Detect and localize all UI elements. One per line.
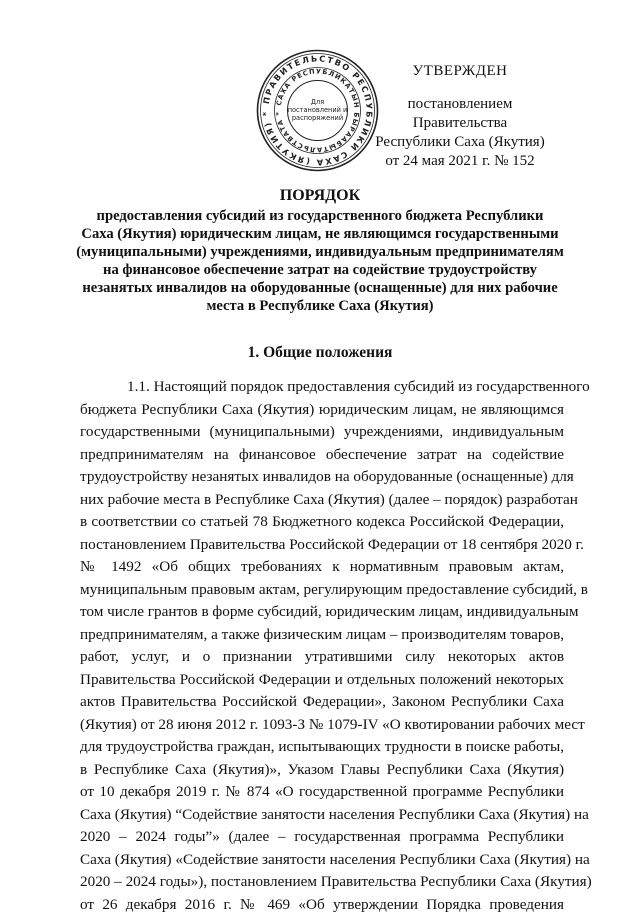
seal-inner-text: САХА РЕСПУБЛИКАТЫН БЫРААБЫТАЛЬСТВАТА * [274,67,360,153]
paragraph-line: 2020 – 2024 годы”» (далее – государственная программа Республики [80,826,564,849]
paragraph-line: муниципальным правовым актам, регулирующим предоставление субсидий, в [80,579,564,602]
paragraph-line: постановлением Правительства Российской Федерации от 18 сентября 2020 г. [80,534,564,557]
paragraph-line: предпринимателям на финансовое обеспечение затрат на содействие [80,444,564,467]
paragraph-line: № 1492 «Об общих требованиях к нормативным правовым актам, [80,556,564,579]
title-line: (муниципальными) учреждениями, индивидуальным предпринимателям [70,243,570,261]
approval-line: Республики Саха (Якутия) [360,133,560,152]
paragraph-line: Саха (Якутия) «Содействие занятости населения Республики Саха (Якутия) на [80,849,564,872]
paragraph-line: том числе грантов в форме субсидий, юридическим лицам, индивидуальным [80,601,564,624]
paragraph-line: от 10 декабря 2019 г. № 874 «О государственной программе Республики [80,781,564,804]
paragraph-line: Саха (Якутия) “Содействие занятости населения Республики Саха (Якутия) на [80,804,564,827]
seal-outer-text: ПРАВИТЕЛЬСТВО РЕСПУБЛИКИ САХА (ЯКУТИЯ) * [260,53,374,167]
title-line: на финансовое обеспечение затрат на содействие трудоустройству [70,261,570,279]
approval-block [360,62,560,171]
approval-title: УТВЕРЖДЕН [360,62,560,81]
paragraph-line: в Республике Саха (Якутия)», Указом Главы Республики Саха (Якутия) [80,759,564,782]
paragraph-line: работ, услуг, и о признании утратившими силу некоторых актов [80,646,564,669]
paragraph-line: актов Правительства Российской Федерации», Законом Республики Саха [80,691,564,714]
paragraph-line: 2020 – 2024 годы»), постановлением Правительства Республики Саха (Якутия) [80,871,564,894]
section-heading: 1. Общие положения [70,343,570,363]
paragraph-line: для трудоустройства граждан, испытывающих трудности в поиске работы, [80,736,564,759]
paragraph-line: бюджета Республики Саха (Якутия) юридическим лицам, не являющимся [80,399,564,422]
paragraph-line: предпринимателям, а также физическим лицам – производителям товаров, [80,624,564,647]
document-title [70,187,570,315]
paragraph-line: трудоустройству незанятых инвалидов на оборудованные (оснащенные) для [80,466,564,489]
approval-line: постановлением Правительства [360,95,560,133]
paragraph-line: в соответствии со статьей 78 Бюджетного кодекса Российской Федерации, [80,511,564,534]
title-line: предоставления субсидий из государственного бюджета Республики [70,207,570,225]
document-heading: ПОРЯДОК [70,187,570,205]
paragraph-line: Правительства Российской Федерации и отдельных положений некоторых [80,669,564,692]
paragraph-line: 1.1. Настоящий порядок предоставления субсидий из государственного [80,376,564,399]
paragraph-line: них рабочие места в Республике Саха (Якутия) (далее – порядок) разработан [80,489,564,512]
seal-center-line: постановлений и [288,106,348,114]
paragraph-line: (Якутия) от 28 июня 2012 г. 1093-З № 1079-IV «О квотировании рабочих мест [80,714,564,737]
paragraph-line: государственными (муниципальными) учреждениями, индивидуальным [80,421,564,444]
seal-center-line: Для [311,98,324,106]
title-line: Саха (Якутия) юридическим лицам, не являющимся государственными [70,225,570,243]
paragraph-line: от 26 декабря 2016 г. № 469 «Об утверждении Порядка проведения [80,894,564,916]
approval-date: от 24 мая 2021 г. № 152 [360,152,560,171]
title-line: места в Республике Саха (Якутия) [70,297,570,315]
title-line: незанятых инвалидов на оборудованные (оснащенные) для них рабочие [70,279,570,297]
seal-center-line: распоряжений [292,114,343,122]
body-paragraph [80,376,564,916]
